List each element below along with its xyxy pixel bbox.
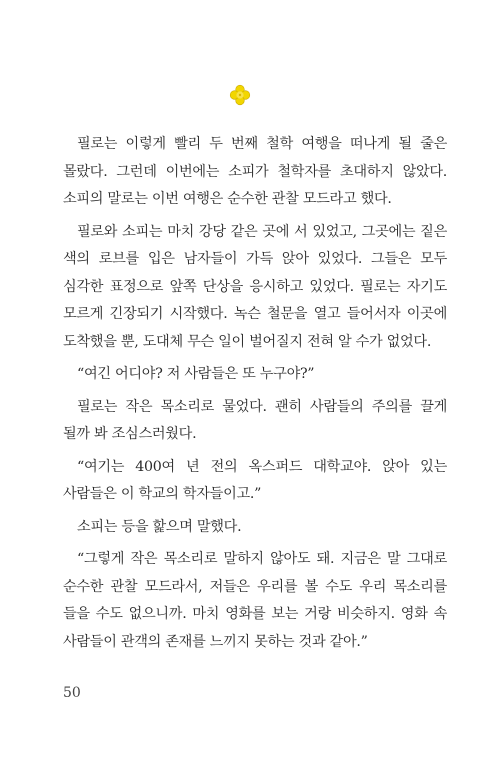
dialogue-line: “여기는 400여 년 전의 옥스퍼드 대학교야. 앉아 있는 사람들은 이 학교의 학자들이고.” bbox=[63, 458, 447, 502]
page-number: 50 bbox=[63, 685, 81, 701]
body-text bbox=[63, 131, 447, 661]
paragraph: 소피는 등을 핥으며 말했다. bbox=[77, 518, 242, 535]
dialogue-line: “그렇게 작은 목소리로 말하지 않아도 돼. 지금은 말 그대로 순수한 관찰 모드라서, 저들은 우리를 볼 수도 우리 목소리를 들을 수도 없으니까. 마치 영화를 보는 거랑 비슷하지. 영화 속 사람들이 관객의 존재를 느끼지 못하는 것과 같아.” bbox=[63, 551, 447, 650]
paragraph: 필로는 작은 목소리로 물었다. 괜히 사람들의 주의를 끌게 될까 봐 조심스러웠다. bbox=[63, 398, 447, 442]
paragraph: 필로와 소피는 마치 강당 같은 곳에 서 있었고, 그곳에는 짙은 색의 로브를 입은 남자들이 가득 앉아 있었다. 그들은 모두 심각한 표정으로 앞쪽 단상을 응시하고 있었다. 필로는 자기도 모르게 긴장되기 시작했다. 녹슨 철문을 열고 들어서자 이곳에 도착했을 뿐, 도대체 무슨 일이 벌어질지 전혀 알 수가 없었다. bbox=[63, 223, 447, 350]
paragraph: 필로는 이렇게 빨리 두 번째 철학 여행을 떠나게 될 줄은 몰랐다. 그런데 이번에는 소피가 철학자를 초대하지 않았다. 소피의 말로는 이번 여행은 순수한 관찰 모드라고 했다. bbox=[63, 136, 447, 207]
flower-icon bbox=[229, 84, 251, 106]
dialogue-line: “여긴 어디야? 저 사람들은 또 누구야?” bbox=[77, 366, 315, 382]
